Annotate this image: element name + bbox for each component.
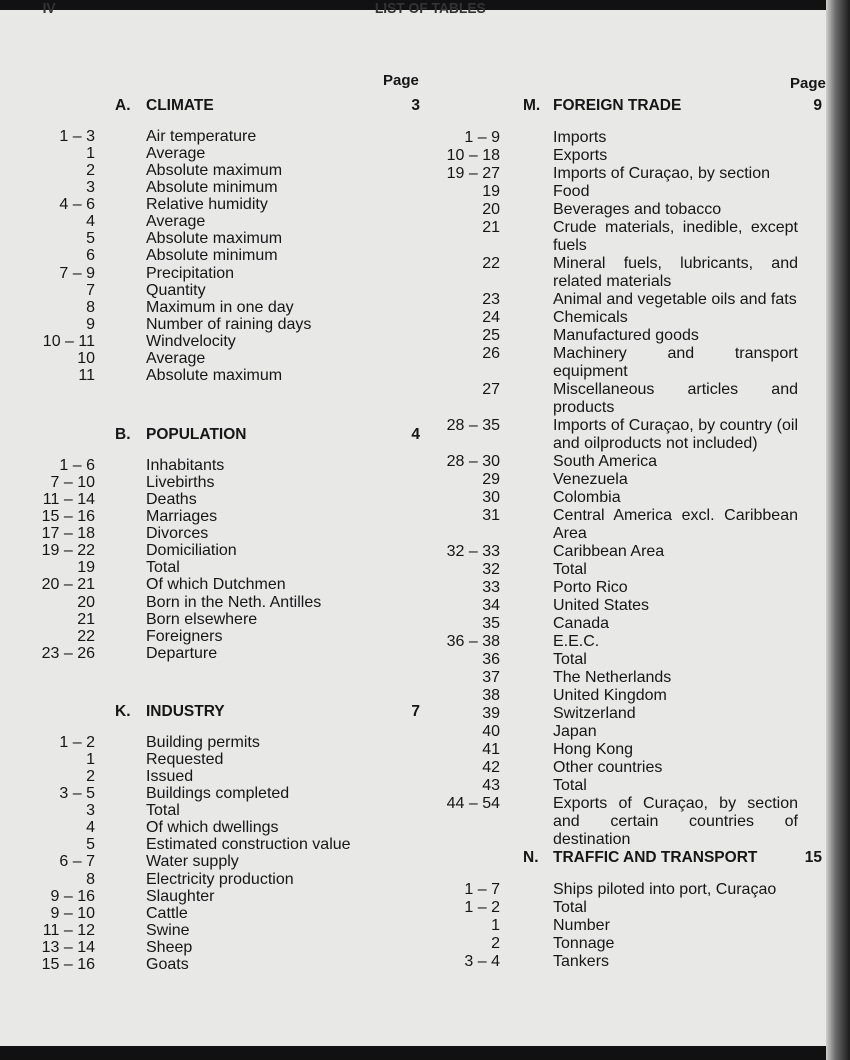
table-number: 20	[482, 201, 500, 218]
table-title: Hong Kong	[553, 741, 634, 758]
table-title: Sheep	[146, 938, 193, 956]
table-title: Ships piloted into port, Curaçao	[553, 881, 777, 898]
table-number: 1 – 2	[464, 899, 500, 916]
section-foreign-trade	[0, 97, 830, 849]
table-title: Average	[146, 349, 206, 367]
table-title: Born elsewhere	[146, 610, 258, 628]
table-title: Slaughter	[146, 887, 215, 905]
table-title: Air temperature	[146, 128, 257, 145]
table-number: 9 – 10	[50, 904, 95, 922]
table-number: 27	[482, 381, 500, 398]
table-number: 3	[86, 179, 95, 197]
table-number: 32	[482, 561, 500, 578]
table-number: 11 – 14	[42, 491, 95, 509]
table-title: Central America excl. Caribbean Area	[553, 507, 798, 542]
section-title: INDUSTRY	[146, 703, 225, 720]
table-number: 1	[491, 917, 500, 934]
page-column-label-right: Page	[790, 75, 826, 92]
table-title: Number of raining days	[146, 315, 312, 333]
table-entry	[0, 723, 830, 741]
table-number: 10 – 11	[42, 332, 95, 350]
table-entry	[0, 935, 830, 953]
table-title: Domiciliation	[146, 542, 237, 560]
table-title: Of which dwellings	[146, 819, 279, 837]
table-number: 15 – 16	[41, 955, 95, 973]
table-title: Marriages	[146, 508, 218, 526]
table-title: Tonnage	[553, 935, 615, 952]
table-number: 26	[482, 345, 500, 362]
section-letter: A.	[115, 97, 131, 114]
table-number: 19	[77, 559, 95, 577]
table-number: 43	[482, 777, 500, 794]
table-title: Divorces	[146, 525, 209, 543]
table-entry	[0, 881, 830, 899]
table-number: 25	[482, 327, 500, 344]
page-title: LIST OF TABLES	[374, 0, 486, 17]
table-entry	[0, 741, 830, 759]
table-title: Maximum in one day	[146, 298, 294, 316]
table-title: Exports	[553, 147, 608, 164]
table-number: 10	[77, 349, 95, 367]
table-title: South America	[553, 453, 658, 470]
table-number: 4 – 6	[59, 196, 95, 214]
table-entry	[0, 669, 830, 687]
table-number: 8	[86, 870, 95, 888]
table-title: Mineral fuels, lubricants, and related materials	[553, 255, 798, 290]
table-entry	[0, 615, 830, 633]
table-title: Switzerland	[553, 705, 636, 722]
table-number: 19	[482, 183, 500, 200]
table-number: 21	[482, 219, 500, 236]
table-title: Animal and vegetable oils and fats	[553, 291, 797, 308]
table-title: Electricity production	[146, 870, 294, 888]
table-title: Miscellaneous articles and products	[553, 381, 798, 416]
table-number: 1 – 7	[464, 881, 500, 898]
section-title: FOREIGN TRADE	[553, 97, 682, 114]
table-title: Water supply	[146, 853, 239, 871]
section-page-number: 15	[804, 849, 822, 866]
table-number: 41	[482, 741, 500, 758]
table-number: 20 – 21	[41, 576, 95, 594]
table-title: Total	[146, 559, 180, 577]
table-number: 4	[86, 819, 95, 837]
table-entry	[0, 687, 830, 705]
section-letter: M.	[523, 97, 541, 114]
table-number: 7	[86, 281, 95, 299]
table-number: 4	[86, 213, 95, 231]
table-title: Swine	[146, 921, 190, 939]
table-entry	[0, 417, 830, 453]
table-title: Issued	[146, 768, 194, 786]
table-number: 36 – 38	[446, 633, 500, 650]
table-entry	[0, 597, 830, 615]
table-title: Born in the Neth. Antilles	[146, 593, 322, 611]
table-title: Japan	[553, 723, 597, 740]
table-entry	[0, 471, 830, 492]
table-number: 7 – 9	[59, 264, 95, 282]
table-number: 36	[482, 651, 500, 668]
table-number: 23 – 26	[41, 644, 95, 662]
table-title: Imports of Curaçao, by country (oil and oilproducts not included)	[553, 417, 798, 452]
section-page-number: 3	[411, 97, 420, 114]
section-title: TRAFFIC AND TRANSPORT	[553, 849, 758, 866]
table-number: 38	[482, 687, 500, 704]
table-title: Average	[146, 145, 206, 163]
table-number: 19 – 27	[446, 165, 500, 182]
table-number: 31	[482, 507, 500, 524]
table-title: Requested	[146, 751, 224, 769]
table-number: 9	[86, 315, 95, 333]
table-entry	[0, 183, 830, 201]
table-entry	[0, 795, 830, 849]
section-heading	[0, 849, 830, 881]
section-title: POPULATION	[146, 426, 247, 443]
table-number: 17 – 18	[41, 525, 95, 543]
table-entry	[0, 953, 830, 971]
page-number-roman: IV	[42, 0, 56, 17]
table-number: 1 – 9	[464, 129, 500, 146]
table-number: 35	[482, 615, 500, 632]
table-title: Estimated construction value	[146, 836, 351, 854]
table-title: Exports of Curaçao, by section and certain countries of destination	[553, 795, 798, 848]
table-number: 24	[482, 309, 500, 326]
section-heading	[0, 97, 830, 129]
table-entry	[0, 507, 830, 543]
table-entry	[0, 579, 830, 597]
table-entry	[0, 899, 830, 917]
table-entry	[0, 705, 830, 723]
table-title: Chemicals	[553, 309, 628, 326]
table-title: E.E.C.	[553, 633, 600, 650]
table-title: Absolute minimum	[146, 179, 278, 197]
table-title: Buildings completed	[146, 785, 290, 803]
table-entry	[0, 129, 830, 147]
table-title: Other countries	[553, 759, 663, 776]
table-entry	[0, 917, 830, 935]
table-title: Quantity	[146, 281, 206, 299]
table-title: Total	[553, 651, 587, 668]
table-entry	[0, 309, 830, 327]
table-title: United Kingdom	[553, 687, 667, 704]
table-number: 33	[482, 579, 500, 596]
table-number: 3 – 5	[59, 785, 95, 803]
table-number: 40	[482, 723, 500, 740]
table-title: Beverages and tobacco	[553, 201, 722, 218]
table-title: Total	[553, 777, 587, 794]
table-entry	[0, 453, 830, 471]
table-title: Porto Rico	[553, 579, 628, 596]
table-entry	[0, 561, 830, 579]
table-number: 5	[86, 836, 95, 854]
table-number: 8	[86, 298, 95, 316]
table-title: Windvelocity	[146, 332, 236, 350]
table-number: 20	[77, 593, 95, 611]
table-title: Of which Dutchmen	[146, 576, 286, 594]
section-traffic-and-transport	[0, 849, 830, 971]
table-entry	[0, 201, 830, 219]
table-entry	[0, 633, 830, 651]
page-column-label-left: Page	[383, 72, 419, 89]
section-letter: N.	[523, 849, 539, 866]
table-number: 10 – 18	[446, 147, 500, 164]
table-number: 11 – 12	[42, 921, 95, 939]
section-letter: K.	[115, 703, 131, 720]
table-title: Venezuela	[553, 471, 628, 488]
table-title: Imports of Curaçao, by section	[553, 165, 770, 182]
table-title: Absolute maximum	[146, 366, 283, 384]
table-number: 23	[482, 291, 500, 308]
table-number: 3 – 4	[464, 953, 500, 970]
table-title: Departure	[146, 644, 218, 662]
table-number: 2	[86, 768, 95, 786]
table-number: 37	[482, 669, 500, 686]
table-number: 1 – 6	[59, 457, 95, 474]
table-entry	[0, 777, 830, 795]
section-page-number: 9	[813, 97, 822, 114]
table-number: 6	[86, 247, 95, 265]
table-number: 1 – 3	[59, 128, 95, 145]
table-number: 1	[86, 145, 95, 163]
table-entry	[0, 345, 830, 381]
table-entry	[0, 381, 830, 417]
table-number: 42	[482, 759, 500, 776]
table-title: Caribbean Area	[553, 543, 665, 560]
table-title: Precipitation	[146, 264, 235, 282]
table-entry	[0, 327, 830, 345]
section-page-number: 7	[411, 703, 420, 720]
table-entry	[0, 651, 830, 669]
table-number: 9 – 16	[50, 887, 95, 905]
table-title: Colombia	[553, 489, 621, 506]
table-entry	[0, 543, 830, 561]
table-number: 30	[482, 489, 500, 506]
table-number: 1	[86, 751, 95, 769]
table-entry	[0, 759, 830, 777]
table-title: Total	[146, 802, 180, 820]
table-title: Total	[553, 899, 587, 916]
table-title: Crude materials, inedible, except fuels	[553, 219, 798, 254]
table-title: Livebirths	[146, 474, 215, 492]
table-number: 22	[77, 627, 95, 645]
table-title: Foreigners	[146, 627, 223, 645]
table-entry	[0, 291, 830, 309]
table-number: 5	[86, 230, 95, 248]
table-title: Deaths	[146, 491, 197, 509]
table-entry	[0, 489, 830, 507]
table-number: 29	[482, 471, 500, 488]
table-title: Absolute minimum	[146, 247, 278, 265]
table-entry	[0, 219, 830, 255]
table-title: Average	[146, 213, 206, 231]
table-number: 13 – 14	[41, 938, 95, 956]
section-title: CLIMATE	[146, 97, 214, 114]
table-number: 11	[78, 366, 95, 384]
table-title: Food	[553, 183, 590, 200]
table-number: 7 – 10	[50, 474, 95, 492]
table-title: Machinery and transport equipment	[553, 345, 798, 380]
table-number: 19 – 22	[41, 542, 95, 560]
table-number: 21	[77, 610, 95, 628]
section-letter: B.	[115, 426, 131, 443]
table-number: 28 – 35	[446, 417, 500, 434]
table-number: 2	[491, 935, 500, 952]
table-number: 32 – 33	[446, 543, 500, 560]
table-title: Number	[553, 917, 610, 934]
table-number: 3	[86, 802, 95, 820]
table-number: 6 – 7	[59, 853, 95, 871]
table-number: 22	[482, 255, 500, 272]
table-number: 1 – 2	[59, 734, 95, 751]
table-title: Building permits	[146, 734, 260, 751]
table-title: The Netherlands	[553, 669, 672, 686]
table-entry	[0, 147, 830, 165]
table-title: Manufactured goods	[553, 327, 699, 344]
table-entry	[0, 255, 830, 291]
table-title: United States	[553, 597, 650, 614]
table-title: Imports	[553, 129, 607, 146]
table-number: 2	[86, 162, 95, 180]
table-number: 34	[482, 597, 500, 614]
table-number: 44 – 54	[446, 795, 500, 812]
table-entry	[0, 165, 830, 183]
table-title: Total	[553, 561, 587, 578]
table-number: 39	[482, 705, 500, 722]
table-title: Relative humidity	[146, 196, 268, 214]
table-number: 15 – 16	[41, 508, 95, 526]
table-title: Tankers	[553, 953, 610, 970]
table-title: Goats	[146, 955, 189, 973]
table-number: 28 – 30	[446, 453, 500, 470]
section-page-number: 4	[411, 426, 420, 443]
table-title: Inhabitants	[146, 457, 225, 474]
table-title: Cattle	[146, 904, 188, 922]
table-title: Absolute maximum	[146, 230, 283, 248]
table-title: Canada	[553, 615, 610, 632]
table-title: Absolute maximum	[146, 162, 283, 180]
